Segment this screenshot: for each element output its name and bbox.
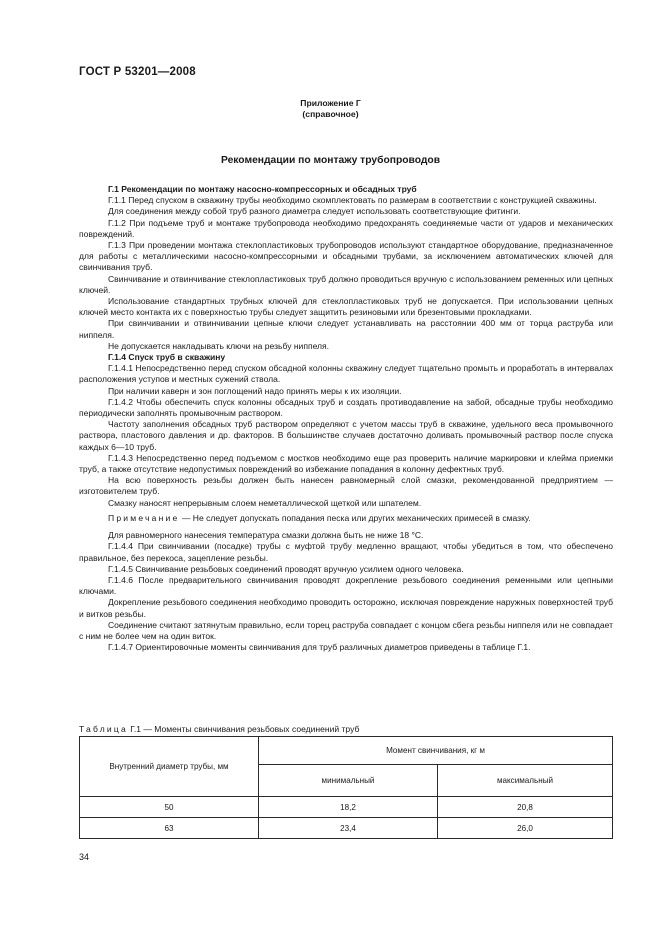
- paragraph: Докрепление резьбового соединения необходимо проводить осторожно, исключая повреждение наружных поверхностей труб и витков резьбы.: [79, 597, 613, 619]
- paragraph: Г.1.4.7 Ориентировочные моменты свинчивания для труб различных диаметров приведены в таблице Г.1.: [108, 642, 531, 653]
- subsection-heading: Г.1 Рекомендации по монтажу насосно-компрессорных и обсадных труб: [108, 184, 417, 194]
- paragraph: Г.1.4.4 При свинчивании (посадке) трубы с муфтой трубу медленно вращают, чтобы убедиться в том, что обеспечено правильное, без перекоса, зацепление резьбы.: [79, 541, 613, 563]
- cell-diameter: 50: [80, 797, 259, 818]
- annex-status: (справочное): [302, 109, 359, 119]
- paragraph: Частоту заполнения обсадных труб раствором определяют с учетом массы труб в скважине, удельного веса промывочного раствора, пластового давления и др. факторов. В большинстве случаев достаточно доливать промывочный раствор после спуска каждых 6—10 труб.: [79, 419, 613, 452]
- page-number: 34: [79, 852, 90, 862]
- paragraph: Г.1.4.6 После предварительного свинчивания проводят докрепление резьбового соединения ременными или цепными ключами.: [79, 574, 613, 597]
- paragraph: Не допускается накладывать ключи на резьбу ниппеля.: [108, 340, 330, 351]
- paragraph: Использование стандартных трубных ключей для стеклопластиковых труб не допускается. При использовании цепных ключей место контакта их с поверхностью трубы следует защитить резиновыми или брезентовыми прокладками.: [79, 296, 613, 318]
- header-moment: Момент свинчивания, кг м: [259, 737, 613, 765]
- paragraph: Г.1.1 Перед спуском в скважину трубы необходимо скомплектовать по размерам в соответствии с конструкцией скважины.: [108, 195, 597, 206]
- paragraph: Г.1.4.1 Непосредственно перед спуском обсадной колонны скважину следует тщательно промыть и проработать в интервалах расположения уступов и местных сужений ствола.: [79, 363, 613, 385]
- table-caption-text: Г.1 — Моменты свинчивания резьбовых соединений труб: [127, 724, 360, 734]
- paragraph: Для соединения между собой труб разного диаметра следует использовать соответствующие фитинги.: [108, 206, 521, 217]
- paragraph: Соединение считают затянутым правильно, если торец раструба совпадает с концом сбега резьбы ниппеля или не совпадает с ним не более чем на один виток.: [79, 619, 613, 641]
- header-diameter: Внутренний диаметр трубы, мм: [80, 737, 259, 797]
- torque-table: [79, 736, 613, 839]
- table-row: [80, 797, 613, 818]
- table-caption: [79, 724, 359, 734]
- table-row: [80, 818, 613, 839]
- paragraph: Г.1.4.2 Чтобы обеспечить спуск колонны обсадных труб и создать противодавление на забой, обсадные трубы необходимо периодически заполнять промывочным раствором.: [79, 396, 613, 419]
- cell-min: 23,4: [259, 818, 438, 839]
- cell-max: 20,8: [438, 797, 613, 818]
- paragraph: Г.1.2 При подъеме труб и монтаже трубопровода необходимо предохранять соединяемые части от ударов и механических повреждений.: [79, 217, 613, 239]
- cell-diameter: 63: [80, 818, 259, 839]
- paragraph: Смазку наносят непрерывным слоем неметаллической щеткой или шпателем.: [108, 497, 422, 508]
- note: Примечание — Не следует допускать попадания песка или других механических примесей в смазку.: [108, 512, 531, 523]
- paragraph: При наличии каверн и зон поглощений надо принять меры к их изоляции.: [108, 385, 402, 396]
- paragraph: Свинчивание и отвинчивание стеклопластиковых труб должно проводиться вручную с использованием ременных или цепных ключей.: [79, 273, 613, 295]
- body-text: [79, 184, 613, 653]
- paragraph: Для равномерного нанесения температура смазки должна быть не ниже 18 °С.: [108, 530, 424, 541]
- subsection-heading: Г.1.4 Спуск труб в скважину: [108, 352, 226, 363]
- cell-max: 26,0: [438, 818, 613, 839]
- header-min: минимальный: [259, 765, 438, 797]
- table-caption-lead: Таблица: [79, 724, 128, 734]
- paragraph: Г.1.3 При проведении монтажа стеклопластиковых трубопроводов используют стандартное оборудование, предназначенное для работы с металлическими насосно-компрессорными и обсадными трубами, за исключением автоматических ключей для свинчивания труб.: [79, 240, 613, 273]
- paragraph: Г.1.4.5 Свинчивание резьбовых соединений проводят вручную усилием одного человека.: [108, 563, 464, 574]
- cell-min: 18,2: [259, 797, 438, 818]
- document-code: ГОСТ Р 53201—2008: [79, 66, 196, 78]
- paragraph: Г.1.4.3 Непосредственно перед подъемом с мостков необходимо еще раз проверить наличие маркировки и клейма приемки труб, а также отсутствие недопустимых повреждений во избежание попадания в колонну дефектных труб.: [79, 452, 613, 475]
- paragraph: При свинчивании и отвинчивании цепные ключи следует устанавливать на расстоянии 400 мм от торца раструба или ниппеля.: [79, 318, 613, 340]
- section-title: Рекомендации по монтажу трубопроводов: [220, 155, 441, 166]
- paragraph: На всю поверхность резьбы должен быть нанесен равномерный слой смазки, рекомендованной предприятием — изготовителем труб.: [79, 475, 613, 497]
- annex-title: Приложение Г: [300, 98, 361, 108]
- header-max: максимальный: [438, 765, 613, 797]
